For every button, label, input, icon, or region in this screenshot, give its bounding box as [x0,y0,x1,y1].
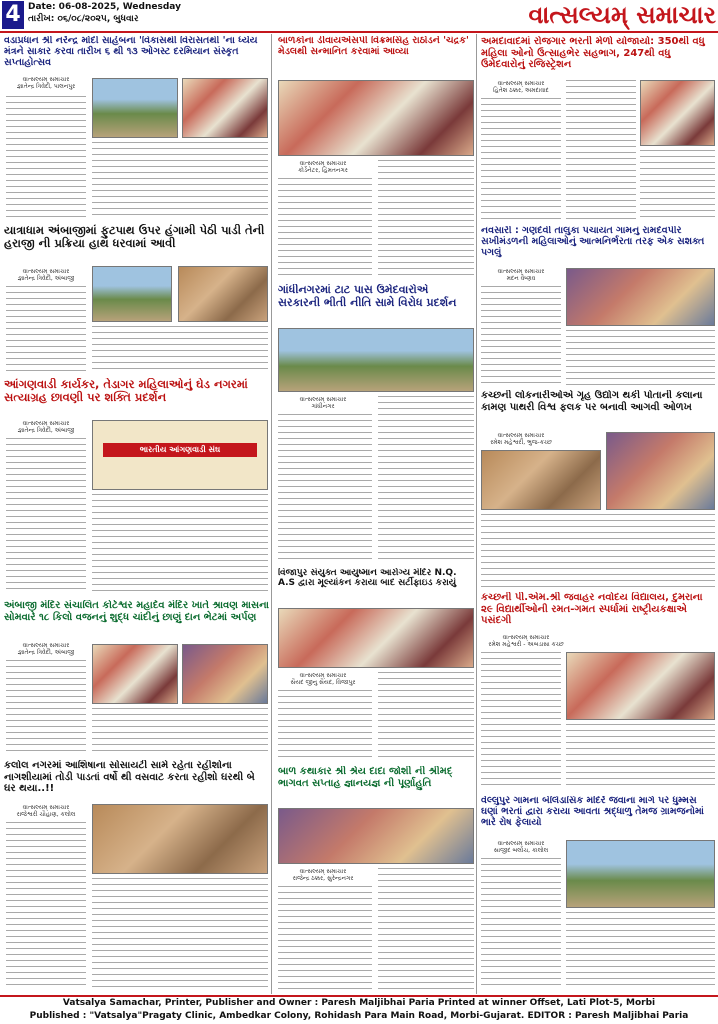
story-anganwadi-byline: વાત્સલ્યમ્ સમાચાર જ્ઞાતેન્દ્ર ત્રિવેદી, અંબાજી [17,420,75,435]
story-vijapur-headline: વિજાપુર સંયુક્ત આયુષ્માન આરોગ્ય મંદિર N.Q. A.S દ્વારા મૂલ્યાંકન કરાયા બાદ સર્ટીફાઇડ કરાયું [278,568,457,589]
story-navsari-headline: નવસારી : ગણદેવી તાલુકા પંચાયત ગામનું રામદેવપીર સખીમંડળની મહિલાઓનું આત્મનિર્ભરતા તરફ એક સશક્ત પગલું [481,226,705,258]
story-vadnagar-photo-1 [92,78,178,138]
story-velpur-body [481,858,561,990]
story-kalol-byline: વાત્સલ્યમ્ સમાચાર રાજેશ્વરી ચૌહાણ, કલોલ [16,804,76,819]
story-ambaji-yatra-body [6,286,86,374]
story-vijapur-body [278,690,372,762]
story-velpur-headline: વેલ્લુપુર ગામના બેલિડાસિક મંદિરે જવાના માર્ગ પર ધુમ્મસ ઘણાં ભરતાં દ્વારા કરાયા આવતા શ્રદ્ધાળુ તેમજ ગ્રામજનોમાં ભારે રોષ ફેલાયો [481,796,705,828]
story-anganwadi-banner-text: ભારતીય આંગણવાડી સંઘ [103,443,257,457]
story-navsari-photo [566,268,715,326]
story-ahmedabad-rojgar-headline: અમદાવાદમાં રોજગાર ભરતી મેળો યોજાયો: 350થી વધુ મહિલા ઓનો ઉત્સાહભેર સહભાગ, 247થી વધુ ઉમેદવારોનું રજિસ્ટ્રેશન [481,36,705,70]
story-chandra-body-2 [378,160,474,278]
story-kutch-lokhandi-photo-2 [606,432,715,510]
story-ahmedabad-rojgar-photo [640,80,715,146]
story-vijapur-body-2 [378,672,474,762]
story-vadnagar-byline: વાત્સલ્યમ્ સમાચાર જ્ઞાતેન્દ્ર ત્રિવેદી, પાલનપુર [16,76,76,91]
masthead: વાત્સલ્યમ્ સમાચાર [528,0,716,29]
story-kotesvar-headline: અંબાજી મંદિર સંચાલિત કોટેશ્વર મહાદેવ મંદિર ખાતે શ્રાવણ માસના સોમવારે ૧૮ કિલો વજનનું શુદ્ધ ચાંદીનું છાણું દાન ભેટમાં અર્પણ [4,600,269,623]
story-balkathakar-photo [278,808,474,864]
story-navodaya-photo [566,652,715,720]
story-gandhinagar-tat-headline: ગાંધીનગરમાં ટાટ પાસ ઉમેદવારોએ સરકારની ભીતી નીતિ સામે વિરોધ પ્રદર્શન [278,284,457,309]
story-ahmedabad-rojgar-body-2 [566,80,636,220]
story-navsari-body-2 [566,330,715,386]
story-chandra-headline: બાળકોના ડીવાયએસપી વિક્રમસિંહ રાઠોડને 'ચંદ્રક' મેડલથી સન્માનિત કરવામાં આવ્યા [278,36,469,57]
page-header [0,0,718,30]
issue-date-english: Date: 06-08-2025, Wednesday [28,2,181,12]
story-navodaya-byline: વાત્સલ્યમ્ સમાચાર રમેશ મહેશ્વરી - અબડાસા કચ્છ [488,634,564,649]
story-kotesvar-body-2 [92,708,268,756]
story-chandra-body [278,178,372,278]
story-ambaji-yatra-body-2 [92,326,268,374]
story-navsari-byline: વાત્સલ્યમ્ સમાચાર મદન વૈષ્ણવ [497,268,545,283]
story-ahmedabad-rojgar-byline: વાત્સલ્યમ્ સમાચાર હિતેશ ઠક્કર, અમદાવાદ [493,80,549,95]
story-vijapur-photo [278,608,474,668]
story-kalol-headline: કલોલ નગરમાં આશિષાના સોસાયટી સામે રહેતા રહીશોના નાગશીયામાં તોડી પાડતાં વર્ષો થી વસવાટ કરતા રહીશો ઘરથી બે ઘર થયા..!! [4,760,255,794]
story-kutch-lokhandi-byline: વાત્સલ્યમ્ સમાચાર રમેશ મહેશ્વરી, ભુજ-કચ્છ [490,432,552,447]
story-ambaji-yatra-byline: વાત્સલ્યમ્ સમાચાર જ્ઞાતેન્દ્ર ત્રિવેદી, અંબાજી [17,268,75,283]
issue-date-gujarati: તારીખ: ૦૬/૦૮/૨૦૨૫, બુધવાર [28,14,139,24]
story-balkathakar-body [278,886,372,990]
imprint-footer [0,995,718,1024]
story-balkathakar-byline: વાત્સલ્યમ્ સમાચાર રાજેન્દ્ર ઠક્કર, સુરેન્દ્રનગર [292,868,354,883]
story-ambaji-yatra-photo-2 [178,266,268,322]
story-ahmedabad-rojgar-body-3 [640,150,715,220]
story-kutch-lokhandi-headline: કચ્છની લોકનારીઓએ ગૃહ ઉદ્યોગ થકી પોતાની કલાના કામણ પાથરી વિશ્વ ફલક પર બનાવી આગવી ઓળખ [481,390,703,413]
story-balkathakar-body-2 [378,868,474,990]
story-navsari-body [481,286,561,386]
imprint-line-2: Published : "Vatsalya"Pragaty Clinic, Ambedkar Colony, Rohidash Para Main Road, Morbi-Gujarat. EDITOR : Paresh Maljibhai Paria [29,1011,689,1021]
story-kotesvar-body [6,660,86,756]
story-kutch-lokhandi-photo-1 [481,450,601,510]
story-vijapur-byline: વાત્સલ્યમ્ સમાચાર સૈયદ જીનુ સૈયદ, વિજાપુર [290,672,356,687]
story-kotesvar-photo-2 [182,644,268,704]
story-gandhinagar-tat-photo [278,328,474,392]
story-vadnagar-headline: વડાપ્રધાન શ્રી નરેન્દ્ર મોદી સાહેબના 'વિકાસથી વિરાસતથી 'ના ધ્યેય મંત્રને સાકાર કરવા તારીખ ૬ થી ૧૩ ઓગસ્ટ દરમિયાન સંસ્કૃત સપ્તાહોત્સવ [4,36,258,68]
issue-date [28,1,181,25]
story-ahmedabad-rojgar-body [481,98,561,220]
story-anganwadi-headline: આંગણવાડી કાર્યકર, તેડાગર મહિલાઓનું ઘેડ નગરમાં સત્યાગ્રહ છાવણી પર શક્તિ પ્રદર્શન [4,378,248,405]
story-gandhinagar-tat-byline: વાત્સલ્યમ્ સમાચાર ગાંધીનગર [299,396,347,411]
story-kutch-lokhandi-body [481,514,715,588]
story-anganwadi-body [6,438,86,594]
story-navodaya-headline: કચ્છની પી.એમ.શ્રી જવાહર નવોદય વિદ્યાલય, દુમરાના ૨૯ વિદ્યાર્થીઓની રમત-ગમત સ્પર્ધામાં રાષ્ટ્રીયકક્ષાએ પસંદગી [481,592,703,626]
story-kalol-body [6,822,86,990]
story-vadnagar-photo-2 [182,78,268,138]
story-anganwadi-photo [92,420,268,490]
story-navodaya-body-2 [566,724,715,790]
imprint-line-1: Vatsalya Samachar, Printer, Publisher and Owner : Paresh Maljibhai Paria Printed at winner Offset, Lati Plot-5, Morbi [62,998,656,1008]
story-vadnagar-body [6,96,86,220]
story-ambaji-yatra-headline: યાત્રાધામ અંબાજીમાં ફુટપાથ ઉપર હંગામી પેઠી પાડી તેની હરાજી ની પ્રક્રિયા હાથ ધરવામાં આવી [4,224,265,251]
story-chandra-photo [278,80,474,156]
story-vadnagar-body-2 [92,142,268,220]
story-navodaya-body [481,652,561,790]
story-kalol-photo [92,804,268,874]
story-velpur-body-2 [566,912,715,990]
story-balkathakar-headline: બાળ કથાકાર શ્રી શ્રેય દાદા જોશી ની શ્રીમદ્ ભાગવત સપ્તાહ જ્ઞાનયજ્ઞ ની પૂર્ણાહુતિ [278,766,453,789]
story-gandhinagar-tat-body [278,414,372,564]
story-velpur-byline: વાત્સલ્યમ્ સમાચાર સાજીદ બલોચ, કાલોલ [493,840,549,855]
story-kotesvar-photo-1 [92,644,178,704]
story-velpur-photo [566,840,715,908]
story-kalol-body-2 [92,878,268,990]
story-ambaji-yatra-photo-1 [92,266,172,322]
header-rule [0,31,718,33]
story-anganwadi-body-2 [92,494,268,594]
story-chandra-byline: વાત્સલ્યમ્ સમાચાર કોર્ડેનેટર, હિંમતનગર [298,160,348,175]
story-gandhinagar-tat-body-2 [378,396,474,564]
page-number: 4 [2,1,24,29]
story-kotesvar-byline: વાત્સલ્યમ્ સમાચાર જ્ઞાતેન્દ્ર ત્રિવેદી, અંબાજી [17,642,75,657]
